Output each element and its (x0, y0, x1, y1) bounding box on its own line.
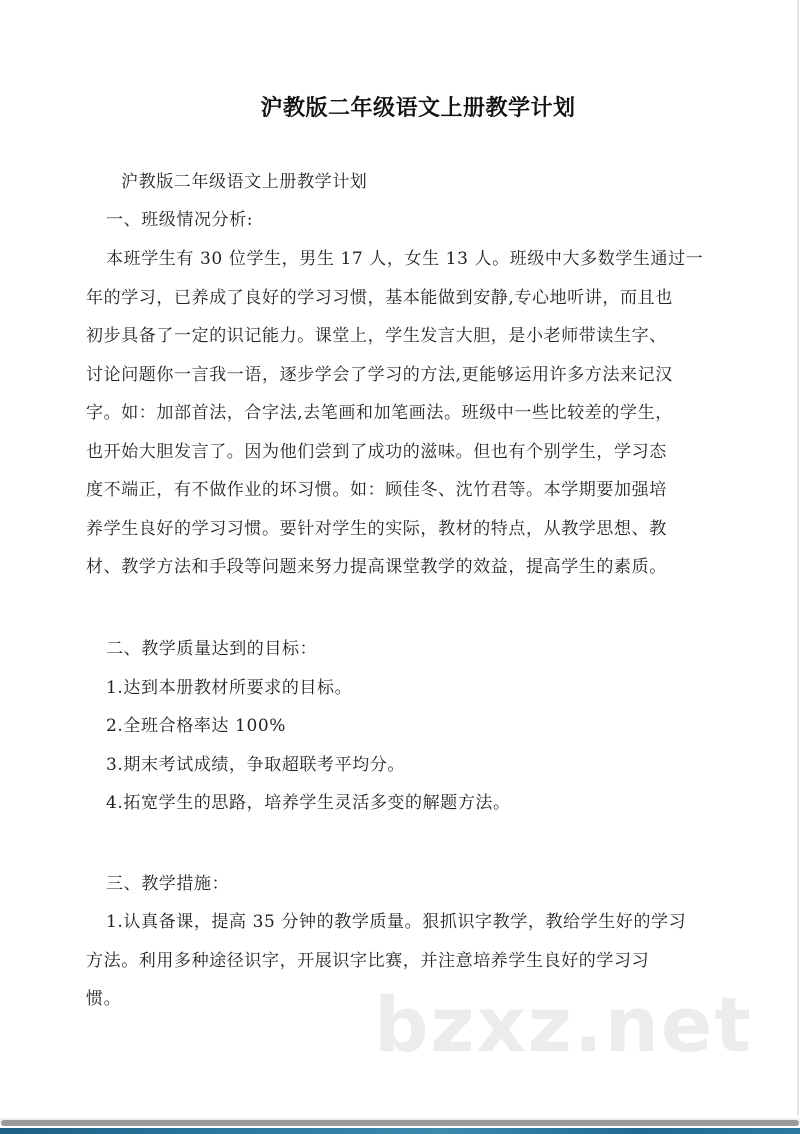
section-1-line: 材、教学方法和手段等问题来努力提高课堂教学的效益，提高学生的素质。 (86, 557, 667, 577)
watermark: bzxz.net (374, 980, 753, 1069)
horizontal-scrollbar-thumb[interactable] (1, 1120, 799, 1126)
goal-item: 1.达到本册教材所要求的目标。 (106, 678, 353, 698)
section-1-line: 讨论问题你一言我一语，逐步学会了学习的方法,更能够运用许多方法来记汉 (86, 365, 673, 385)
section-1-line: 初步具备了一定的识记能力。课堂上，学生发言大胆，是小老师带读生字、 (86, 326, 667, 346)
section-1-line: 也开始大胆发言了。因为他们尝到了成功的滋味。但也有个别学生，学习态 (86, 442, 667, 462)
section-3-line: 惯。 (86, 989, 122, 1009)
section-1-line: 度不端正，有不做作业的坏习惯。如：顾佳冬、沈竹君等。本学期要加强培 (86, 480, 667, 500)
desktop-background-strip (0, 1128, 800, 1134)
document-subtitle: 沪教版二年级语文上册教学计划 (121, 172, 368, 192)
section-3-line: 方法。利用多种途径识字，开展识字比赛，并注意培养学生良好的学习习 (86, 951, 650, 971)
section-2-heading: 二、教学质量达到的目标： (106, 639, 318, 659)
section-3-line: 1.认真备课，提高 35 分钟的教学质量。狠抓识字教学，教给学生好的学习 (106, 912, 687, 932)
section-1-heading: 一、班级情况分析: (106, 210, 254, 230)
goal-item: 2.全班合格率达 100% (106, 716, 287, 736)
document-title: 沪教版二年级语文上册教学计划 (260, 96, 576, 121)
section-3-heading: 三、教学措施： (106, 874, 230, 894)
section-1-line: 年的学习，已养成了良好的学习习惯，基本能做到安静,专心地听讲，而且也 (86, 288, 673, 308)
goal-item: 4.拓宽学生的思路，培养学生灵活多变的解题方法。 (106, 793, 511, 813)
page-right-edge (797, 0, 799, 1116)
section-1-line: 养学生良好的学习习惯。要针对学生的实际，教材的特点，从教学思想、教 (86, 519, 667, 539)
section-1-line: 字。如：加部首法，合字法,去笔画和加笔画法。班级中一些比较差的学生， (86, 403, 673, 423)
goal-item: 3.期末考试成绩，争取超联考平均分。 (106, 755, 406, 775)
section-1-line: 本班学生有 30 位学生，男生 17 人，女生 13 人。班级中大多数学生通过一 (106, 249, 704, 269)
